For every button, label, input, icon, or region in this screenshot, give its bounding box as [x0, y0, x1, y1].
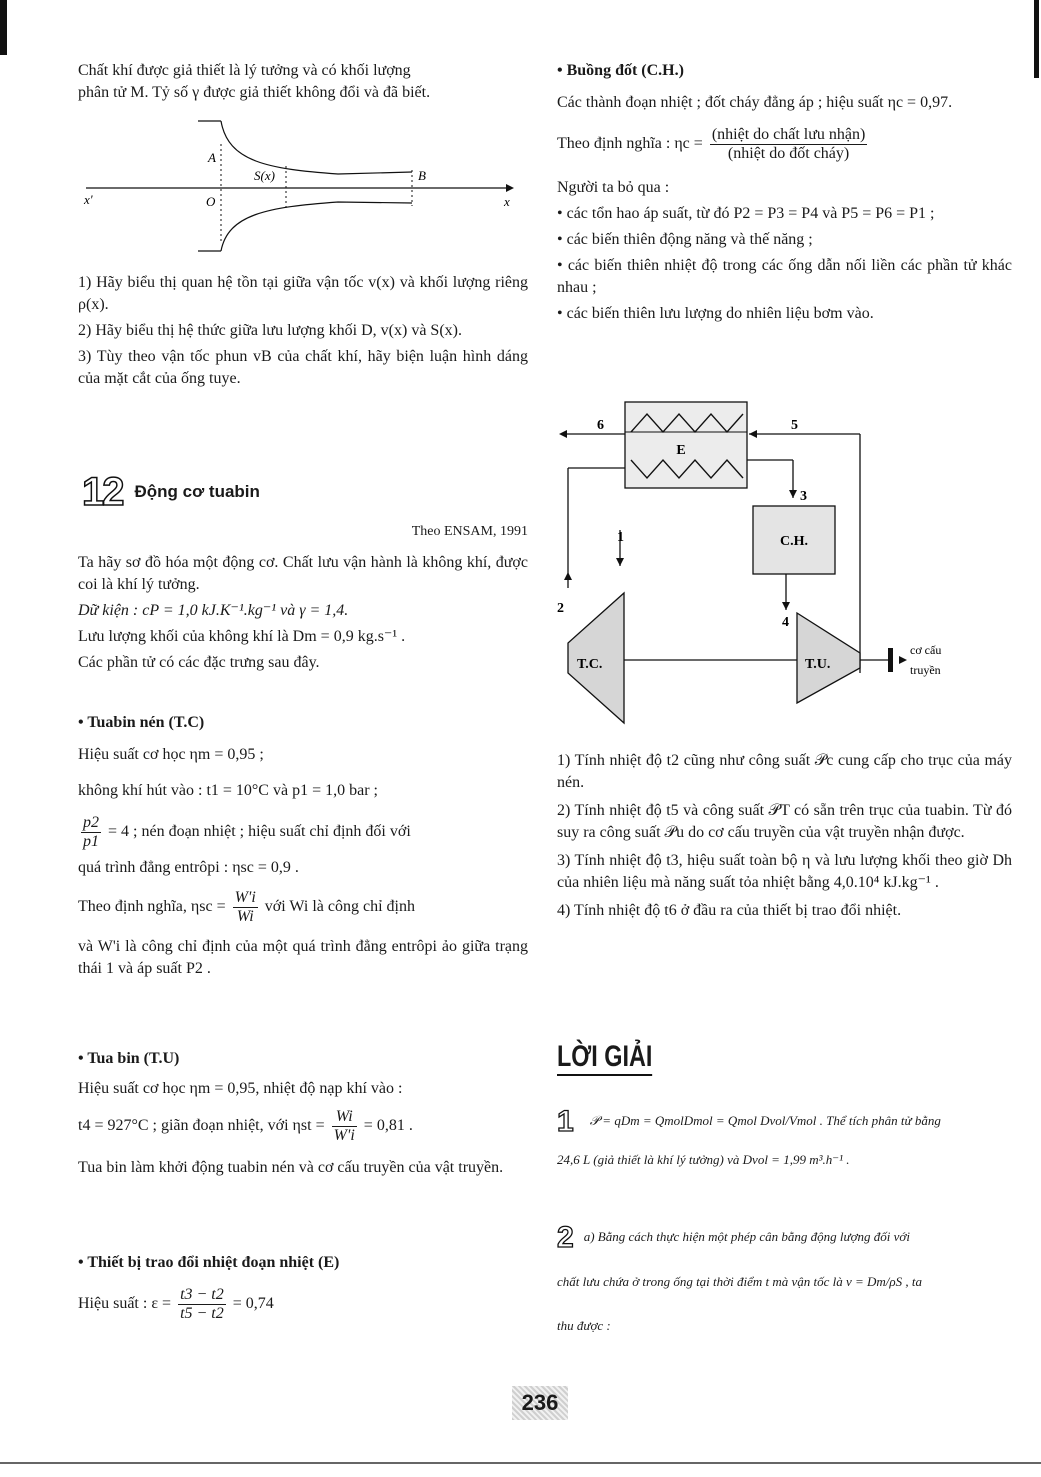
- nozzle-questions: [78, 272, 528, 390]
- flow-line: Lưu lượng khối của không khí là Dm = 0,9 kg.s⁻¹ .: [78, 628, 406, 645]
- isentropic-efficiency: quá trình đẳng entrôpi : ηsc = 0,9 .: [78, 859, 299, 876]
- scan-edge-left: [0, 0, 7, 55]
- compressor-definition: [78, 889, 528, 926]
- features-line: Các phần tử có các đặc trưng sau đây.: [78, 654, 320, 671]
- exchanger-label: E: [676, 443, 686, 458]
- question-3: 3) Tùy theo vận tốc phun vB của chất khí, hãy biện luận hình dáng của mặt cắt của ống tuye.: [78, 348, 528, 387]
- turbine-label: T.U.: [805, 657, 831, 672]
- turbine-efficiency: Hiệu suất cơ học ηm = 0,95, nhiệt độ nạp khí vào :: [78, 1080, 403, 1097]
- solution-2-number: 2: [557, 1221, 574, 1254]
- stream-1-label: 1: [617, 530, 624, 545]
- combustion-heading: • Buồng đốt (C.H.): [557, 62, 684, 79]
- exchanger-efficiency: [78, 1286, 528, 1323]
- exchanger-block: [78, 1252, 528, 1323]
- solution-2-text-3: thu được :: [557, 1318, 611, 1333]
- turbine-t4-line: [78, 1108, 528, 1145]
- compressor-block: [78, 712, 528, 980]
- neglect-item-1: • các tổn hao áp suất, từ đó P2 = P3 = P4 và P5 = P6 = P1 ;: [557, 205, 935, 222]
- compressor-ratio: [78, 814, 528, 851]
- mechanism-label-1: cơ cấu: [910, 643, 942, 657]
- compressor-heading: • Tuabin nén (T.C): [78, 714, 205, 731]
- definition-numerator: W'i: [234, 889, 256, 906]
- turbine-denominator: W'i: [333, 1127, 355, 1144]
- neglect-item-4: • các biến thiên lưu lượng do nhiên liệu bơm vào.: [557, 305, 874, 322]
- combustion-def-lhs: Theo định nghĩa : ηc =: [557, 135, 703, 153]
- solution-2: [557, 1221, 1012, 1337]
- compressor-label: T.C.: [577, 657, 603, 672]
- definition-continuation: và W'i là công chỉ định của một quá trình đẳng entrôpi ảo giữa trạng thái 1 và áp suất P2 .: [78, 938, 528, 977]
- combustion-definition: [557, 126, 1012, 163]
- combustion-block: [557, 60, 1012, 325]
- question-2: 2) Hãy biểu thị hệ thức giữa lưu lượng khối D, v(x) và S(x).: [78, 322, 462, 339]
- solution-1: [557, 1105, 1012, 1171]
- neglect-item-3: • các biến thiên nhiệt độ trong các ống dẫn nối liền các phần tử khác nhau ;: [557, 257, 1012, 296]
- exchanger-numerator: t3 − t2: [180, 1286, 224, 1303]
- x-axis-label: x: [504, 194, 510, 209]
- x-prime-label: x': [84, 192, 93, 207]
- turbine-heading: • Tua bin (T.U): [78, 1050, 180, 1067]
- combustion-text: Các thành đoạn nhiệt ; đốt cháy đẳng áp ; hiệu suất ηc = 0,97.: [557, 94, 953, 111]
- intro-line-1: Chất khí được giả thiết là lý tưởng và có khối lượng: [78, 62, 411, 79]
- solution-2-line: [557, 1221, 1012, 1254]
- engine-question-4: 4) Tính nhiệt độ t6 ở đầu ra của thiết bị trao đổi nhiệt.: [557, 902, 902, 919]
- section-heading: [82, 470, 260, 515]
- intro-line-2: phân tử M. Tỷ số γ được giả thiết không đổi và đã biết.: [78, 84, 431, 101]
- data-line: Dữ kiện : cP = 1,0 kJ.K⁻¹.kg⁻¹ và γ = 1,4.: [78, 602, 349, 619]
- definition-rhs: với Wi là công chỉ định: [264, 898, 415, 916]
- nozzle-diagram: [78, 114, 528, 256]
- solution-1-line: [557, 1105, 1012, 1138]
- engine-question-1: 1) Tính nhiệt độ t2 cũng như công suất 𝒫c cung cấp cho trục của máy nén.: [557, 752, 1012, 791]
- solution-1-text-2: 24,6 L (giả thiết là khí lý tưởng) và Dvol = 1,99 m³.h⁻¹ .: [557, 1152, 850, 1167]
- engine-diagram: [557, 398, 977, 738]
- combustion-label: C.H.: [780, 534, 808, 549]
- stream-3-label: 3: [800, 489, 807, 504]
- ratio-numerator: p2: [83, 814, 99, 831]
- engine-question-3: 3) Tính nhiệt độ t3, hiệu suất toàn bộ η và lưu lượng khối theo giờ Dh của nhiên liệu mà năng suất tỏa nhiệt bằng 4,0.10⁴ kJ.kg⁻¹ .: [557, 852, 1012, 891]
- turbine-value: = 0,81 .: [363, 1117, 413, 1135]
- solution-1-number: 1: [557, 1105, 574, 1138]
- stream-6-label: 6: [597, 418, 604, 433]
- solution-1-text: 𝒫 = qDm = QmolDmol = Qmol Dvol/Vmol . Thể tích phân tử bằng: [589, 1113, 941, 1128]
- definition-lhs: Theo định nghĩa, ηsc =: [78, 898, 226, 916]
- scan-edge-bottom: [0, 1462, 1041, 1464]
- exchanger-value: = 0,74: [232, 1295, 274, 1313]
- intro-text: [78, 60, 528, 104]
- solution-2-text-2: chất lưu chứa ở trong ống tại thời điểm t mà vận tốc là v = Dm/ρS , ta: [557, 1274, 923, 1289]
- compressor-efficiency: Hiệu suất cơ học ηm = 0,95 ;: [78, 746, 264, 763]
- definition-denominator: Wi: [236, 908, 254, 925]
- engine-questions: [557, 750, 1012, 922]
- exchanger-lhs: Hiệu suất : ε =: [78, 1295, 172, 1313]
- scan-edge-right: [1034, 0, 1039, 78]
- mechanism-label-2: truyền: [910, 663, 941, 677]
- question-1: 1) Hãy biểu thị quan hệ tồn tại giữa vận tốc v(x) và khối lượng riêng ρ(x).: [78, 274, 528, 313]
- neglect-item-2: • các biến thiên động năng và thế năng ;: [557, 231, 813, 248]
- source-note: Theo ENSAM, 1991: [411, 524, 528, 539]
- point-b-label: B: [418, 168, 426, 183]
- exchanger-box: [625, 402, 747, 488]
- turbine-t4: t4 = 927°C ; giãn đoạn nhiệt, với ηst =: [78, 1117, 325, 1135]
- origin-label: O: [206, 194, 216, 209]
- turbine-intro: [78, 552, 528, 674]
- neglect-intro: Người ta bỏ qua :: [557, 179, 670, 196]
- point-a-label: A: [208, 150, 216, 165]
- turbine-block: [78, 1048, 528, 1179]
- stream-2-label: 2: [557, 601, 564, 616]
- section-title: Động cơ tuabin: [134, 482, 260, 501]
- solution-2-text: a) Bằng cách thực hiện một phép cân bằng động lượng đối với: [583, 1229, 910, 1244]
- section-number: 12: [82, 470, 123, 514]
- solution-title: LỜI GIẢI: [557, 1040, 652, 1076]
- turbine-numerator: Wi: [332, 1108, 357, 1127]
- combustion-def-denominator: (nhiệt do đốt cháy): [727, 145, 850, 162]
- intro-paragraph: Ta hãy sơ đồ hóa một động cơ. Chất lưu vận hành là không khí, được coi là khí lý tưởng.: [78, 554, 528, 593]
- combustion-def-numerator: (nhiệt do chất lưu nhận): [711, 126, 866, 143]
- stream-4-label: 4: [782, 615, 789, 630]
- page-number: 236: [512, 1386, 568, 1420]
- section-s-label: S(x): [254, 168, 275, 183]
- engine-question-2: 2) Tính nhiệt độ t5 và công suất 𝒫T có sẵn trên trục của tuabin. Từ đó suy ra công suất 𝒫u do cơ cấu truyền của vật truyền nhận được.: [557, 802, 1012, 841]
- exchanger-denominator: t5 − t2: [180, 1305, 224, 1322]
- stream-5-label: 5: [791, 418, 798, 433]
- exchanger-heading: • Thiết bị trao đổi nhiệt đoạn nhiệt (E): [78, 1254, 340, 1271]
- ratio-denominator: p1: [83, 833, 99, 850]
- ratio-text: = 4 ; nén đoạn nhiệt ; hiệu suất chỉ định đối với: [108, 823, 411, 841]
- compressor-intake: không khí hút vào : t1 = 10°C và p1 = 1,0 bar ;: [78, 782, 378, 799]
- turbine-drive: Tua bin làm khởi động tuabin nén và cơ cấu truyền của vật truyền.: [78, 1159, 504, 1176]
